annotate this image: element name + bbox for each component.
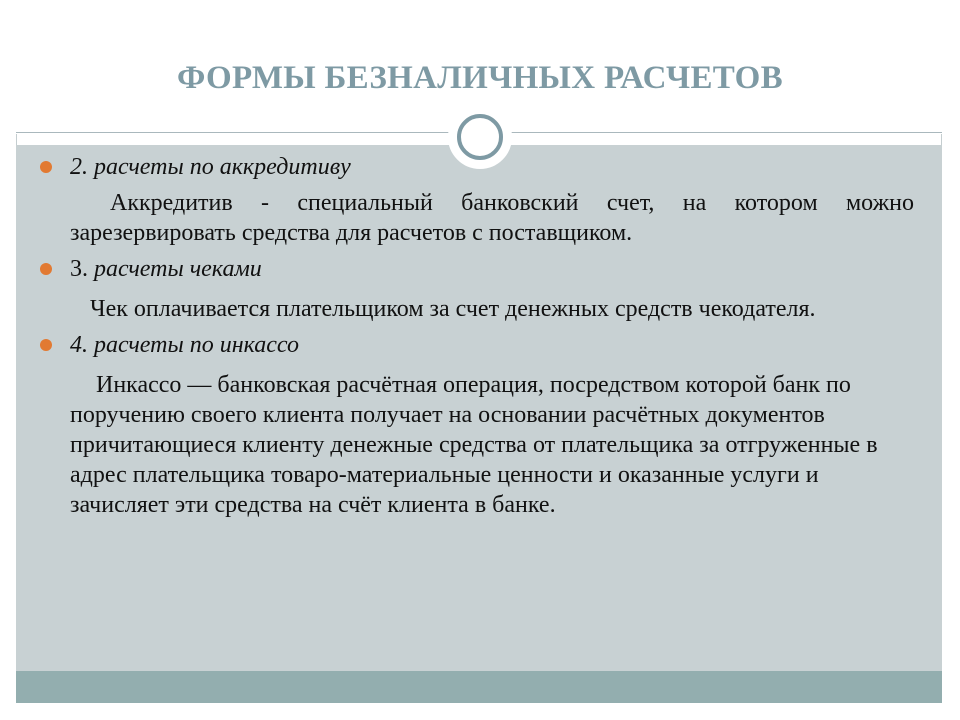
section-heading-number: 4. (70, 332, 88, 358)
bullet-dot-icon (40, 161, 52, 173)
section-heading-number: 3. (70, 256, 88, 282)
slide-content (36, 152, 914, 520)
bullet-dot-icon (40, 339, 52, 351)
section-heading-number: 2. (70, 154, 88, 180)
section-body-collection: Инкассо — банковская расчётная операция, посредством которой банк по поручению своего клиента получает на основании расчётных документов причитающиеся клиенту денежные средства от плательщика за отгруженные в адрес плательщика товаро-материальные ценности и оказанные услуги и зачисляет эти средства на счёт клиента в банке. (70, 372, 878, 518)
bottom-band (16, 671, 942, 703)
section-heading-text: расчеты чеками (88, 256, 262, 282)
slide-title: ФОРМЫ БЕЗНАЛИЧНЫХ РАСЧЕТОВ (177, 60, 783, 96)
bullet-dot-icon (40, 263, 52, 275)
section-heading-letter-of-credit (36, 152, 914, 182)
section-body-cheques: Чек оплачивается плательщиком за счет денежных средств чекодателя. (90, 296, 816, 322)
section-heading-text: расчеты по инкассо (88, 332, 299, 358)
section-heading-text: расчеты по аккредитиву (88, 154, 351, 180)
section-heading-collection (36, 330, 914, 360)
section-heading-cheques (36, 254, 914, 284)
section-body-letter-of-credit: Аккредитив - специальный банковский счет, на котором можно зарезервировать средства для расчетов с поставщиком. (70, 190, 914, 246)
